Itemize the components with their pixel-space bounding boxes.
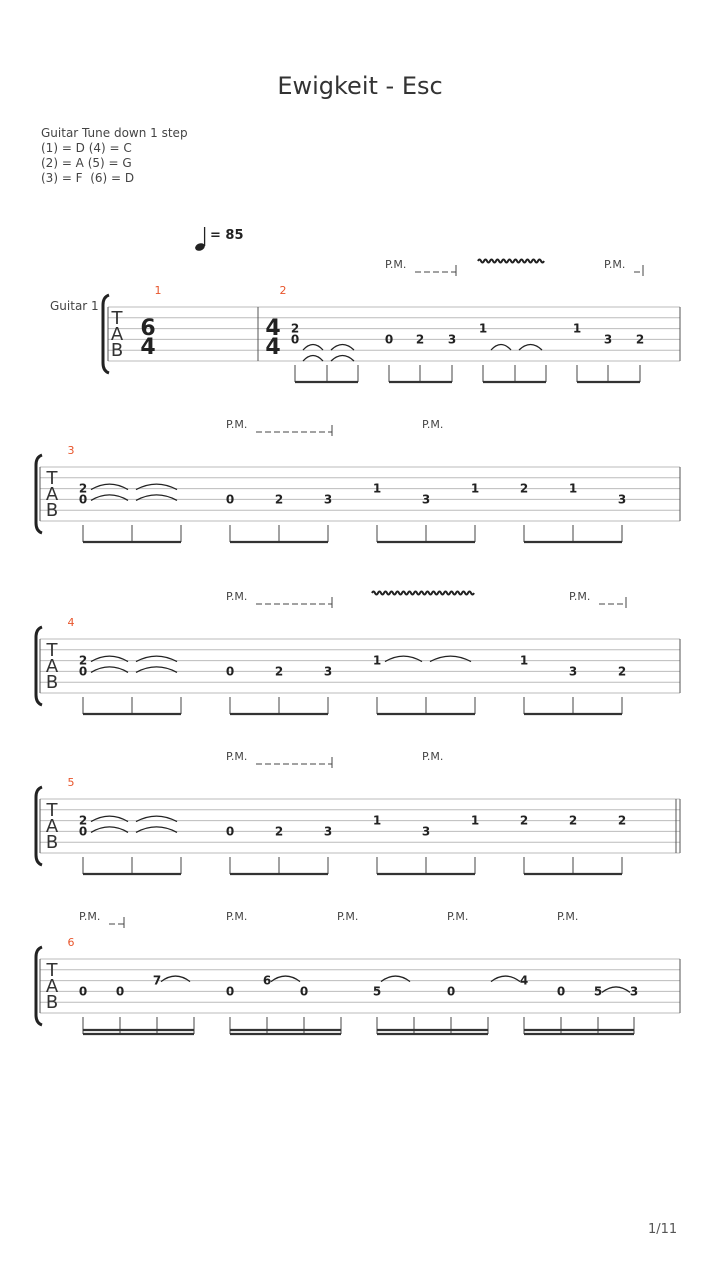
fret-number: 1 bbox=[470, 813, 480, 828]
tie-arc bbox=[491, 345, 511, 351]
measure bbox=[68, 444, 627, 542]
palm-mute-label: P.M. bbox=[226, 418, 248, 431]
fret-number: 0 bbox=[225, 824, 235, 839]
tab-system bbox=[36, 787, 680, 865]
measure bbox=[140, 284, 161, 360]
fret-number: 2 bbox=[617, 813, 627, 828]
fret-number: 0 bbox=[225, 984, 235, 999]
vibrato-icon bbox=[478, 260, 544, 263]
fret-number: 0 bbox=[299, 984, 309, 999]
fret-number: 3 bbox=[323, 492, 333, 507]
fret-number: 3 bbox=[323, 664, 333, 679]
tuning-heading: Guitar Tune down 1 step bbox=[41, 126, 188, 140]
tab-clef-letter: T bbox=[46, 960, 58, 981]
tab-clef-letter: A bbox=[45, 976, 59, 997]
page-title: Ewigkeit - Esc bbox=[277, 72, 443, 100]
tab-clef-letter: B bbox=[45, 672, 59, 693]
time-signature-digit: 4 bbox=[265, 335, 281, 360]
fret-number: 1 bbox=[372, 813, 382, 828]
fret-number: 2 bbox=[290, 321, 300, 336]
tie-arc bbox=[303, 356, 323, 362]
tab-clef-letter: A bbox=[45, 656, 59, 677]
palm-mute-label: P.M. bbox=[337, 910, 359, 923]
fret-number: 0 bbox=[446, 984, 456, 999]
fret-number: 0 bbox=[290, 332, 300, 347]
tab-clef-letter: B bbox=[45, 992, 59, 1013]
quarter-note-icon bbox=[194, 227, 206, 252]
fret-number: 2 bbox=[78, 813, 88, 828]
fret-number: 0 bbox=[78, 984, 88, 999]
fret-number: 2 bbox=[78, 481, 88, 496]
fret-number: 1 bbox=[372, 653, 382, 668]
fret-number: 3 bbox=[617, 492, 627, 507]
fret-number: 3 bbox=[568, 664, 578, 679]
fret-number: 0 bbox=[225, 492, 235, 507]
fret-number: 1 bbox=[568, 481, 578, 496]
measure-number: 2 bbox=[279, 284, 287, 297]
tab-clef-letter: T bbox=[46, 640, 58, 661]
fret-number: 1 bbox=[372, 481, 382, 496]
vibrato-icon bbox=[372, 592, 474, 595]
tab-system bbox=[36, 627, 680, 705]
fret-number: 2 bbox=[519, 481, 529, 496]
measure bbox=[68, 616, 627, 714]
time-signature-digit: 4 bbox=[265, 316, 281, 341]
tab-clef-letter: T bbox=[111, 308, 123, 329]
fret-number: 0 bbox=[78, 492, 88, 507]
fret-number: 6 bbox=[262, 973, 272, 988]
time-signature-digit: 6 bbox=[140, 316, 156, 341]
fret-number: 5 bbox=[372, 984, 382, 999]
tab-clef-letter: A bbox=[110, 324, 124, 345]
tab-clef-letter: A bbox=[45, 816, 59, 837]
fret-number: 2 bbox=[635, 332, 645, 347]
fret-number: 2 bbox=[415, 332, 425, 347]
fret-number: 0 bbox=[384, 332, 394, 347]
palm-mute-label: P.M. bbox=[226, 590, 248, 603]
palm-mute-label: P.M. bbox=[604, 258, 626, 271]
tuning-line: (1) = D (4) = C bbox=[41, 141, 132, 155]
tempo-marking bbox=[194, 227, 243, 252]
tie-arc bbox=[331, 356, 354, 362]
fret-number: 0 bbox=[556, 984, 566, 999]
measure bbox=[68, 936, 639, 1034]
fret-number: 2 bbox=[519, 813, 529, 828]
tuning-line: (2) = A (5) = G bbox=[41, 156, 132, 170]
palm-mute-label: P.M. bbox=[385, 258, 407, 271]
tab-clef-letter: T bbox=[46, 800, 58, 821]
fret-number: 1 bbox=[519, 653, 529, 668]
tie-arc bbox=[331, 345, 354, 351]
fret-number: 2 bbox=[274, 824, 284, 839]
tab-clef-letter: B bbox=[45, 832, 59, 853]
fret-number: 1 bbox=[478, 321, 488, 336]
measure bbox=[265, 284, 644, 382]
palm-mute-label: P.M. bbox=[422, 418, 444, 431]
measure-number: 4 bbox=[67, 616, 75, 629]
fret-number: 7 bbox=[152, 973, 162, 988]
palm-mute-label: P.M. bbox=[557, 910, 579, 923]
fret-number: 3 bbox=[629, 984, 639, 999]
time-signature-digit: 4 bbox=[140, 335, 156, 360]
measure-number: 6 bbox=[67, 936, 75, 949]
track-name: Guitar 1 bbox=[50, 299, 99, 313]
palm-mute-label: P.M. bbox=[79, 910, 101, 923]
fret-number: 0 bbox=[225, 664, 235, 679]
fret-number: 0 bbox=[115, 984, 125, 999]
fret-number: 0 bbox=[78, 664, 88, 679]
measure-number: 5 bbox=[67, 776, 75, 789]
fret-number: 5 bbox=[593, 984, 603, 999]
tab-system bbox=[36, 947, 680, 1025]
measure-number: 3 bbox=[67, 444, 75, 457]
tempo-value: = 85 bbox=[210, 228, 244, 243]
measure-number: 1 bbox=[154, 284, 162, 297]
fret-number: 2 bbox=[617, 664, 627, 679]
tab-system bbox=[36, 455, 680, 533]
fret-number: 4 bbox=[519, 973, 529, 988]
fret-number: 2 bbox=[568, 813, 578, 828]
tab-clef-letter: B bbox=[45, 500, 59, 521]
palm-mute-label: P.M. bbox=[226, 910, 248, 923]
fret-number: 3 bbox=[323, 824, 333, 839]
fret-number: 3 bbox=[603, 332, 613, 347]
fret-number: 1 bbox=[470, 481, 480, 496]
tab-clef-letter: T bbox=[46, 468, 58, 489]
fret-number: 3 bbox=[447, 332, 457, 347]
tuning-line: (3) = F (6) = D bbox=[41, 171, 135, 185]
fret-number: 3 bbox=[421, 824, 431, 839]
tab-clef-letter: A bbox=[45, 484, 59, 505]
palm-mute-label: P.M. bbox=[226, 750, 248, 763]
palm-mute-label: P.M. bbox=[422, 750, 444, 763]
fret-number: 2 bbox=[78, 653, 88, 668]
fret-number: 0 bbox=[78, 824, 88, 839]
fret-number: 2 bbox=[274, 492, 284, 507]
measure bbox=[68, 776, 627, 874]
tie-arc bbox=[519, 345, 542, 351]
page-number: 1/11 bbox=[648, 1222, 678, 1237]
fret-number: 3 bbox=[421, 492, 431, 507]
palm-mute-label: P.M. bbox=[447, 910, 469, 923]
fret-number: 2 bbox=[274, 664, 284, 679]
fret-number: 1 bbox=[572, 321, 582, 336]
tab-clef-letter: B bbox=[110, 340, 124, 361]
tie-arc bbox=[303, 345, 323, 351]
palm-mute-label: P.M. bbox=[569, 590, 591, 603]
